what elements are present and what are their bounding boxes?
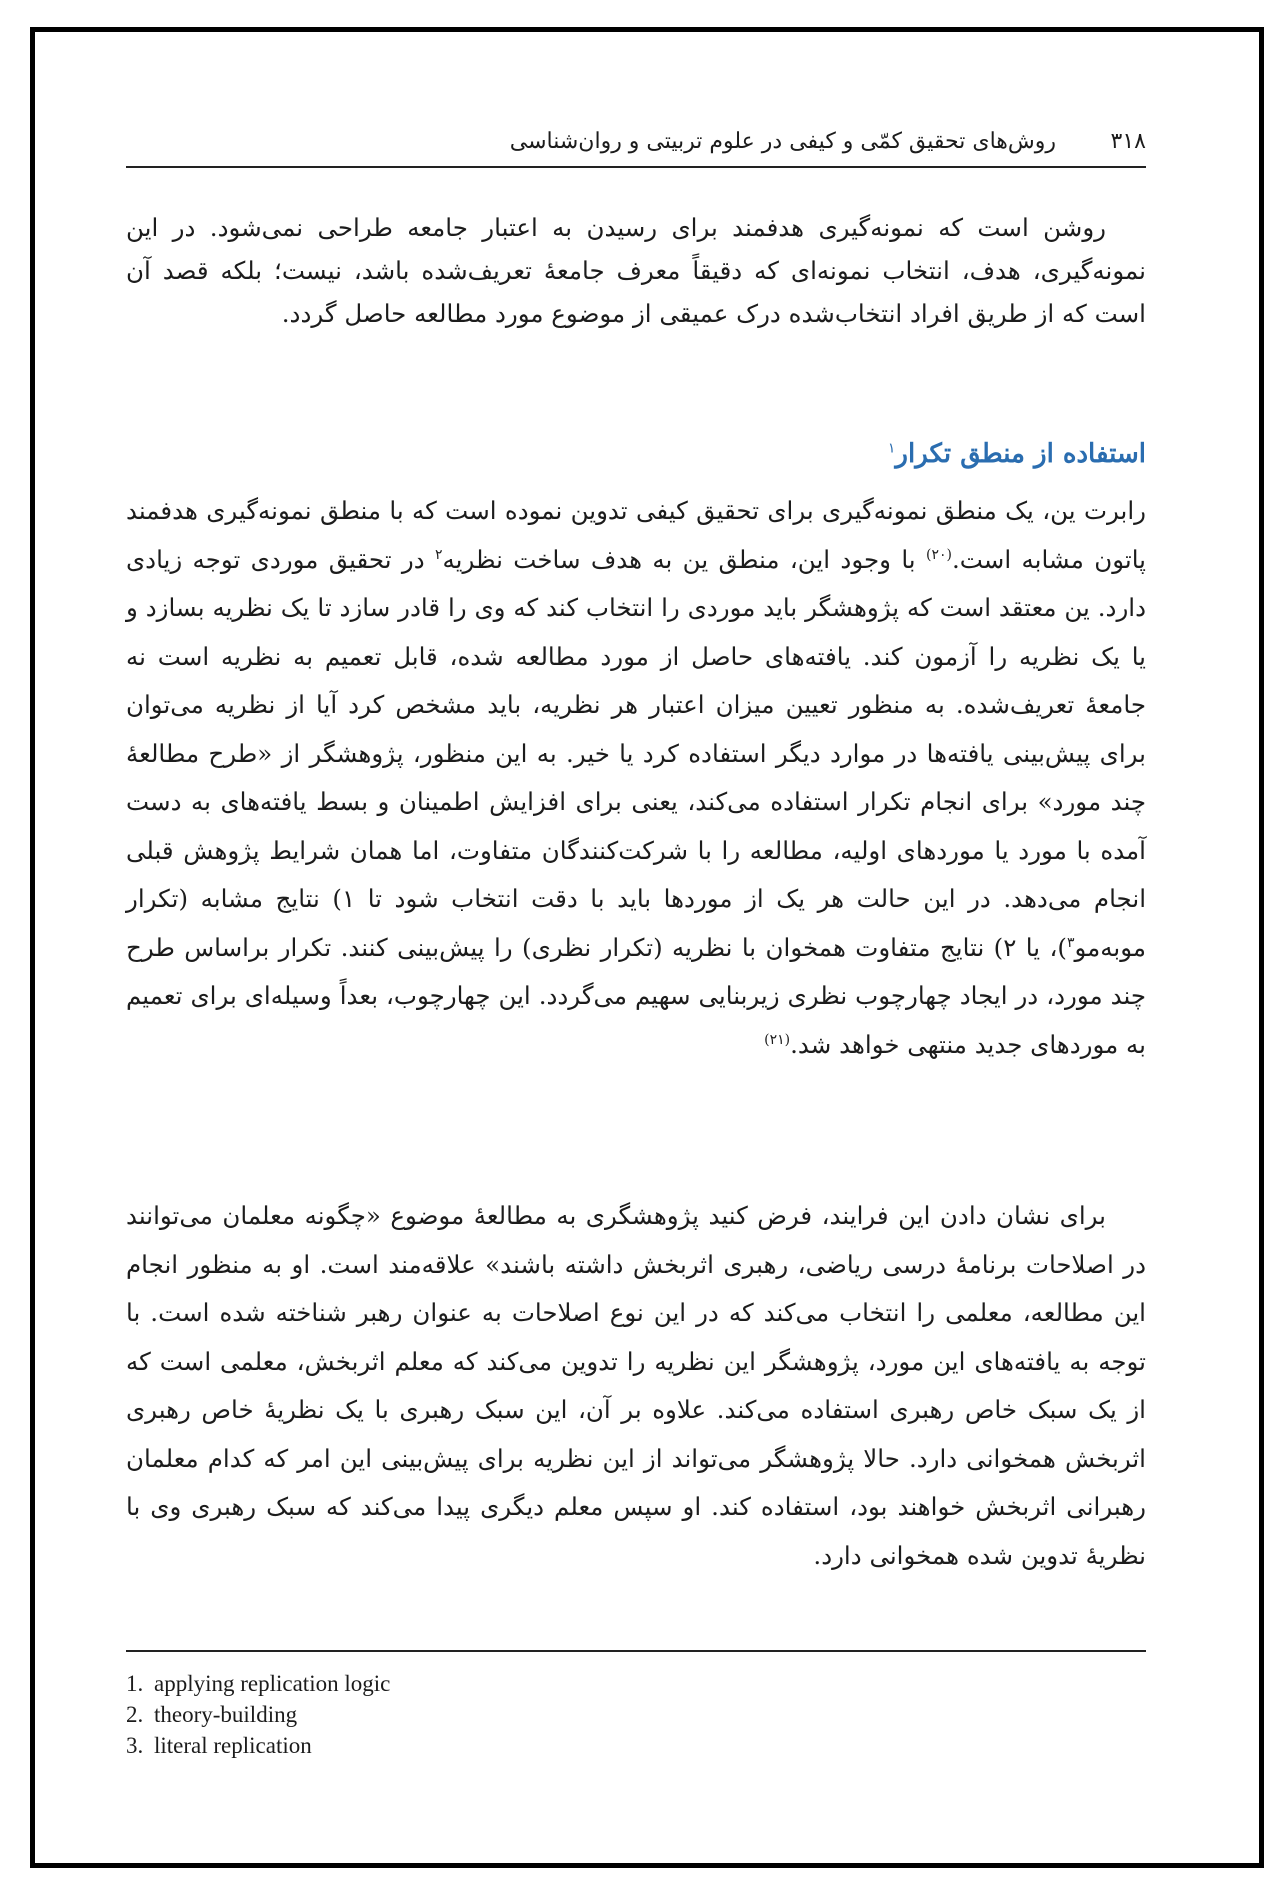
citation-ref-20: (۲۰): [925, 546, 952, 563]
running-title: روش‌های تحقیق کمّی و کیفی در علوم تربیتی و روان‌شناسی: [509, 129, 1056, 154]
page-number: ۳۱۸: [1110, 129, 1146, 154]
footnote-text: theory-building: [154, 1702, 298, 1727]
running-header: [126, 124, 1146, 160]
replication-text-part3: در تحقیق موردی توجه زیادی دارد. ین معتقد است که پژوهشگر باید موردی را انتخاب کند که وی را قادر سازد تا یک نظریه بسازد و یا یک نظریه را آزمون کند. یافته‌های حاصل از مورد مطالعه شده، قابل تعمیم به نظریه است نه جامعهٔ تعریف‌شده. به منظور تعیین میزان اعتبار هر نظریه، باید مشخص کرد آیا از نظریه می‌توان برای پیش‌بینی یافته‌ها در موارد دیگر استفاده کرد یا خیر. به این منظور، پژوهشگر از «طرح مطالعهٔ چند مورد» برای انجام تکرار استفاده می‌کند، یعنی برای افزایش اطمینان و بسط یافته‌های به دست آمده با مورد یا موردهای اولیه، مطالعه را با شرکت‌کنندگان متفاوت، اما همان شرایط پژوهش قبلی انجام می‌دهد. در این حالت هر یک از موردها باید با دقت انتخاب شود تا ۱) نتایج مشابه (تکرار موبه‌مو: [126, 544, 1147, 962]
header-rule: [126, 166, 1146, 168]
footnote-item: [126, 1730, 926, 1761]
footnote-number: 3.: [126, 1733, 144, 1758]
replication-paragraph: [126, 487, 1146, 1069]
footnotes: [126, 1668, 926, 1761]
footnote-marker-2: ۲: [435, 546, 443, 563]
footnote-text: applying replication logic: [154, 1671, 391, 1696]
footnote-text: literal replication: [154, 1733, 312, 1758]
replication-text-part2: با وجود این، منطق ین به هدف ساخت نظریه: [442, 544, 926, 574]
footnote-item: [126, 1699, 926, 1730]
footnote-number: 1.: [126, 1671, 144, 1696]
example-paragraph: [126, 1192, 1146, 1580]
footnote-item: [126, 1668, 926, 1699]
footnote-marker-1: ۱: [887, 440, 896, 457]
example-paragraph-text: برای نشان دادن این فرایند، فرض کنید پژوهشگری به مطالعهٔ موضوع «چگونه معلمان می‌توانند در اصلاحات برنامهٔ درسی ریاضی، رهبری اثربخش داشته باشند» علاقه‌مند است. او به منظور انجام این مطالعه، معلمی را انتخاب می‌کند که در این نوع اصلاحات به عنوان رهبر شناخته شده است. با توجه به یافته‌های این مورد، پژوهشگر این نظریه را تدوین می‌کند که معلم اثربخش، معلمی است که از یک سبک خاص رهبری استفاده می‌کند. علاوه بر آن، این سبک رهبری با یک نظریهٔ خاص رهبری اثربخش همخوانی دارد. حالا پژوهشگر می‌تواند از این نظریه برای پیش‌بینی این امر که کدام معلمان رهبرانی اثربخش خواهند بود، استفاده کند. او سپس معلم دیگری پیدا می‌کند که سبک رهبری وی با نظریهٔ تدوین شده همخوانی دارد.: [126, 1201, 1146, 1570]
replication-text-part1: رابرت ین، یک منطق نمونه‌گیری برای تحقیق کیفی تدوین نموده است که با منطق نمونه‌گیری هدفمند پاتون مشابه است.: [126, 496, 1146, 574]
intro-paragraph-text: روشن است که نمونه‌گیری هدفمند برای رسیدن به اعتبار جامعه طراحی نمی‌شود. در این نمونه‌گیری، هدف، انتخاب نمونه‌ای که دقیقاً معرف جامعهٔ تعریف‌شده باشد، نیست؛ بلکه قصد آن است که از طریق افراد انتخاب‌شده درک عمیقی از موضوع مورد مطالعه حاصل گردد.: [126, 213, 1146, 328]
replication-paragraph-text: [126, 487, 1146, 1069]
section-heading-text: استفاده از منطق تکرار: [895, 439, 1146, 469]
footnote-rule: [126, 1650, 1146, 1652]
footnote-number: 2.: [126, 1702, 144, 1727]
citation-ref-21: (۲۱): [764, 1031, 791, 1048]
replication-text-part4: )، یا ۲) نتایج متفاوت همخوان با نظریه (تکرار نظری) را پیش‌بینی کنند. تکرار براساس طرح چند مورد، در ایجاد چهارچوب نظری زیربنایی سهیم می‌گردد. این چهارچوب، بعداً وسیله‌ای برای تعمیم به موردهای جدید منتهی خواهد شد.: [126, 932, 1146, 1059]
footnote-marker-3: ۳: [1066, 934, 1075, 951]
intro-paragraph: [126, 206, 1146, 335]
section-heading: [126, 434, 1146, 474]
